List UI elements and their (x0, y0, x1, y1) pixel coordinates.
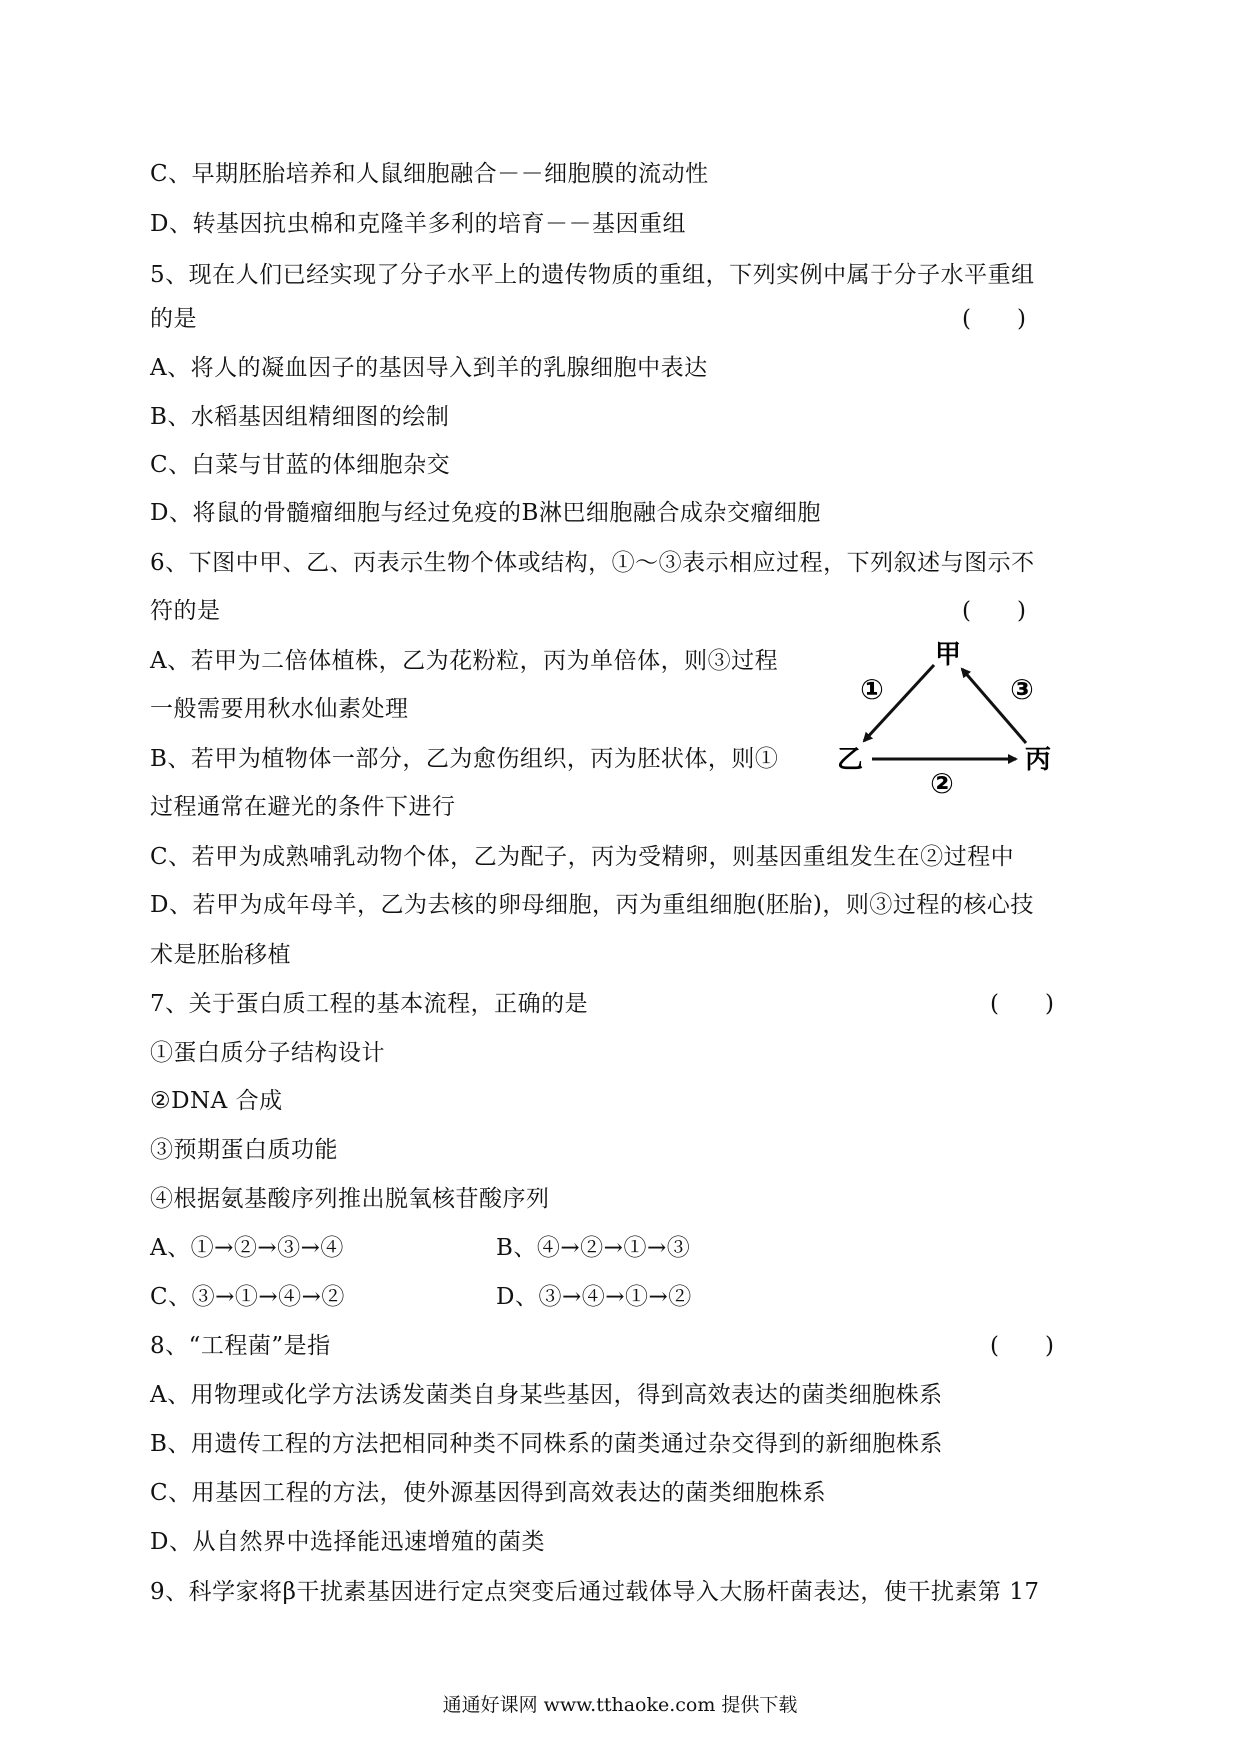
q7-option-a: A、①→②→③→④ (150, 1235, 344, 1261)
q5-option-b: B、水稻基因组精细图的绘制 (150, 404, 450, 430)
q7-stem: 7、关于蛋白质工程的基本流程，正确的是 (150, 991, 589, 1017)
q6-option-a-cont: 一般需要用秋水仙素处理 (150, 696, 409, 722)
q8-option-d: D、从自然界中选择能迅速增殖的菌类 (150, 1529, 545, 1555)
q4-option-d: D、转基因抗虫棉和克隆羊多利的培育－－基因重组 (150, 211, 686, 237)
q5-option-d: D、将鼠的骨髓瘤细胞与经过免疫的B淋巴细胞融合成杂交瘤细胞 (150, 500, 821, 526)
q7-option-d: D、③→④→①→② (496, 1284, 692, 1310)
q8-option-a: A、用物理或化学方法诱发菌类自身某些基因，得到高效表达的菌类细胞株系 (150, 1382, 943, 1408)
label-process-2: ② (930, 767, 954, 800)
q5-option-a: A、将人的凝血因子的基因导入到羊的乳腺细胞中表达 (150, 355, 708, 381)
q6-option-b: B、若甲为植物体一部分，乙为愈伤组织，丙为胚状体，则① (150, 746, 779, 772)
q6-option-d-cont: 术是胚胎移植 (150, 942, 291, 968)
q6-stem: 6、下图中甲、乙、丙表示生物个体或结构，①～③表示相应过程，下列叙述与图示不 (150, 550, 1035, 576)
q7-step-3: ③预期蛋白质功能 (150, 1137, 338, 1163)
q7-step-4: ④根据氨基酸序列推出脱氧核苷酸序列 (150, 1186, 550, 1212)
q9-stem: 9、科学家将β干扰素基因进行定点突变后通过载体导入大肠杆菌表达，使干扰素第 17 (150, 1579, 1040, 1605)
q8-option-b: B、用遗传工程的方法把相同种类不同株系的菌类通过杂交得到的新细胞株系 (150, 1431, 943, 1457)
process-diagram (830, 635, 1060, 805)
q6-option-d: D、若甲为成年母羊，乙为去核的卵母细胞，丙为重组细胞(胚胎)，则③过程的核心技 (150, 892, 1034, 918)
q6-stem-cont: 符的是 (150, 598, 221, 624)
q8-stem: 8、“工程菌”是指 (150, 1333, 331, 1359)
q6-option-a: A、若甲为二倍体植株，乙为花粉粒，丙为单倍体，则③过程 (150, 648, 779, 674)
q6-option-c: C、若甲为成熟哺乳动物个体，乙为配子，丙为受精卵，则基因重组发生在②过程中 (150, 844, 1015, 870)
q7-step-2: ②DNA 合成 (150, 1088, 283, 1114)
q5-option-c: C、白菜与甘蓝的体细胞杂交 (150, 452, 451, 478)
q6-option-b-cont: 过程通常在避光的条件下进行 (150, 794, 456, 820)
q6-answer-blank: ( ) (962, 598, 1026, 624)
q5-stem: 5、现在人们已经实现了分子水平上的遗传物质的重组，下列实例中属于分子水平重组 (150, 262, 1035, 288)
q7-option-b: B、④→②→①→③ (496, 1235, 691, 1261)
node-yi: 乙 (836, 745, 864, 775)
label-process-3: ③ (1010, 673, 1034, 706)
q8-answer-blank: ( ) (990, 1333, 1054, 1359)
q7-answer-blank: ( ) (990, 991, 1054, 1017)
q7-step-1: ①蛋白质分子结构设计 (150, 1040, 385, 1066)
q7-option-c: C、③→①→④→② (150, 1284, 345, 1310)
q8-option-c: C、用基因工程的方法，使外源基因得到高效表达的菌类细胞株系 (150, 1480, 827, 1506)
node-jia: 甲 (934, 640, 962, 670)
page-footer: 通通好课网 www.tthaoke.com 提供下载 (442, 1694, 798, 1716)
node-bing: 丙 (1024, 745, 1052, 775)
q5-stem-cont: 的是 (150, 306, 197, 332)
label-process-1: ① (860, 673, 884, 706)
q5-answer-blank: ( ) (962, 306, 1026, 332)
q4-option-c: C、早期胚胎培养和人鼠细胞融合－－细胞膜的流动性 (150, 161, 709, 187)
